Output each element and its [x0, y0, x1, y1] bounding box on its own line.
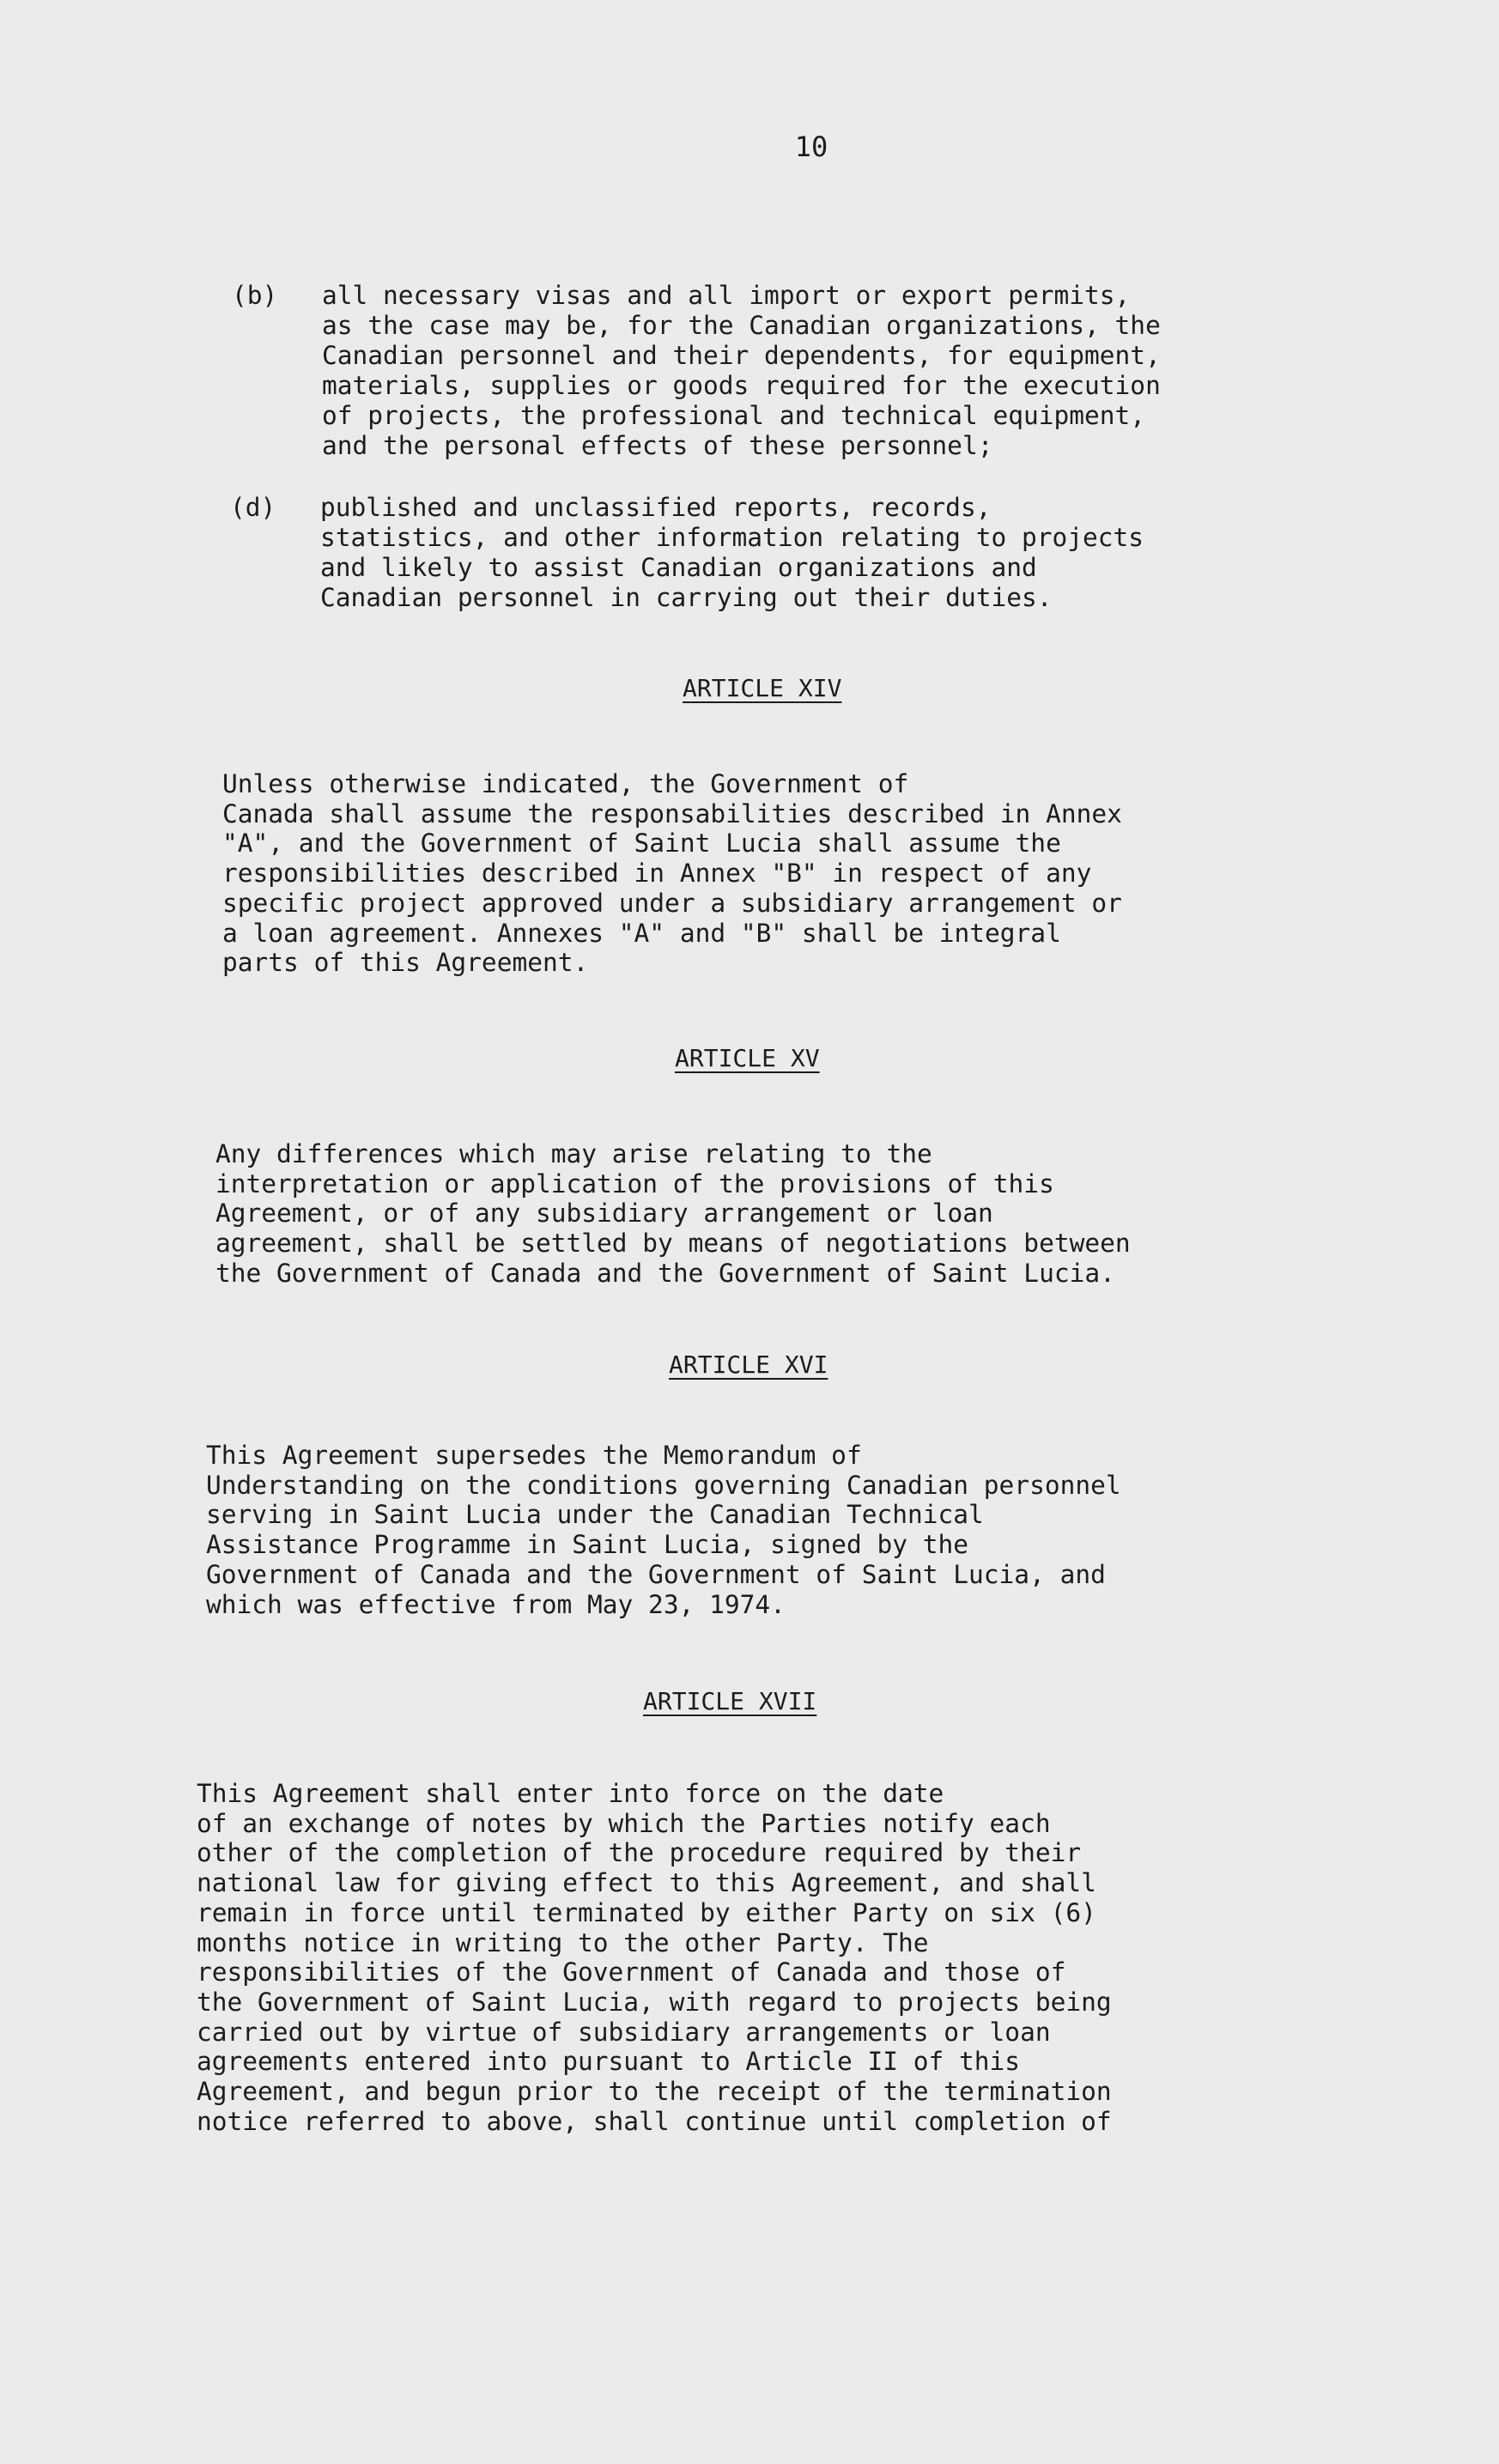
article-xvii-body: This Agreement shall enter into force on the date of an exchange of notes by which the Parties notify each other of the completion of the procedure required by their national law for giving effect to this Agreement, and shall remain in force until terminated by either Party on six (6) months notice in writing to the other Party. The responsibilities of the Government of Canada and those of the Government of Saint Lucia, with regard to projects being carried out by virtue of subsidiary arrangements or loan agreements entered into pursuant to Article II of this Agreement, and begun prior to the receipt of the termination notice referred to above, shall continue until completion of: [197, 1779, 1112, 2136]
article-xv-body: Any differences which may arise relating to the interpretation or application of the provisions of this Agreement, or of any subsidiary arrangement or loan agreement, shall be settled by means of negotiations between the Government of Canada and the Government of Saint Lucia.: [215, 1139, 1131, 1288]
list-item-b: [232, 281, 1348, 465]
article-xvi-heading: ARTICLE XVI: [669, 1350, 828, 1379]
list-item-d: [230, 493, 1346, 617]
list-item-label: (d): [230, 493, 276, 522]
article-xvi-body: This Agreement supersedes the Memorandum of Understanding on the conditions governing Canadian personnel serving in Saint Lucia under the Canadian Technical Assistance Programme in Saint Lucia, signed by the Government of Canada and the Government of Saint Lucia, and which was effective from May 23, 1974.: [206, 1441, 1121, 1619]
article-xv-heading: ARTICLE XV: [675, 1044, 820, 1072]
article-xiv-heading: ARTICLE XIV: [683, 674, 842, 702]
article-xiv-body: Unless otherwise indicated, the Government of Canada shall assume the responsabilities described in Annex "A", and the Government of Saint Lucia shall assume the responsibilities described in Annex "B" in respect of any specific project approved under a subsidiary arrangement or a loan agreement. Annexes "A" and "B" shall be integral parts of this Agreement.: [222, 769, 1122, 978]
page-number: 10: [794, 130, 828, 163]
list-item-label: (b): [232, 281, 278, 310]
list-item-text: all necessary visas and all import or export permits, as the case may be, for the Canadian organizations, the Canadian personnel and their dependents, for equipment, materials, supplies or goods required for the execution of projects, the professional and technical equipment, and the personal effects of these personnel;: [322, 281, 1161, 460]
article-xvii-heading: ARTICLE XVII: [643, 1687, 817, 1715]
list-item-text: published and unclassified reports, records, statistics, and other information relating to projects and likely to assist Canadian organizations and Canadian personnel in carrying out their duties.: [320, 493, 1144, 612]
